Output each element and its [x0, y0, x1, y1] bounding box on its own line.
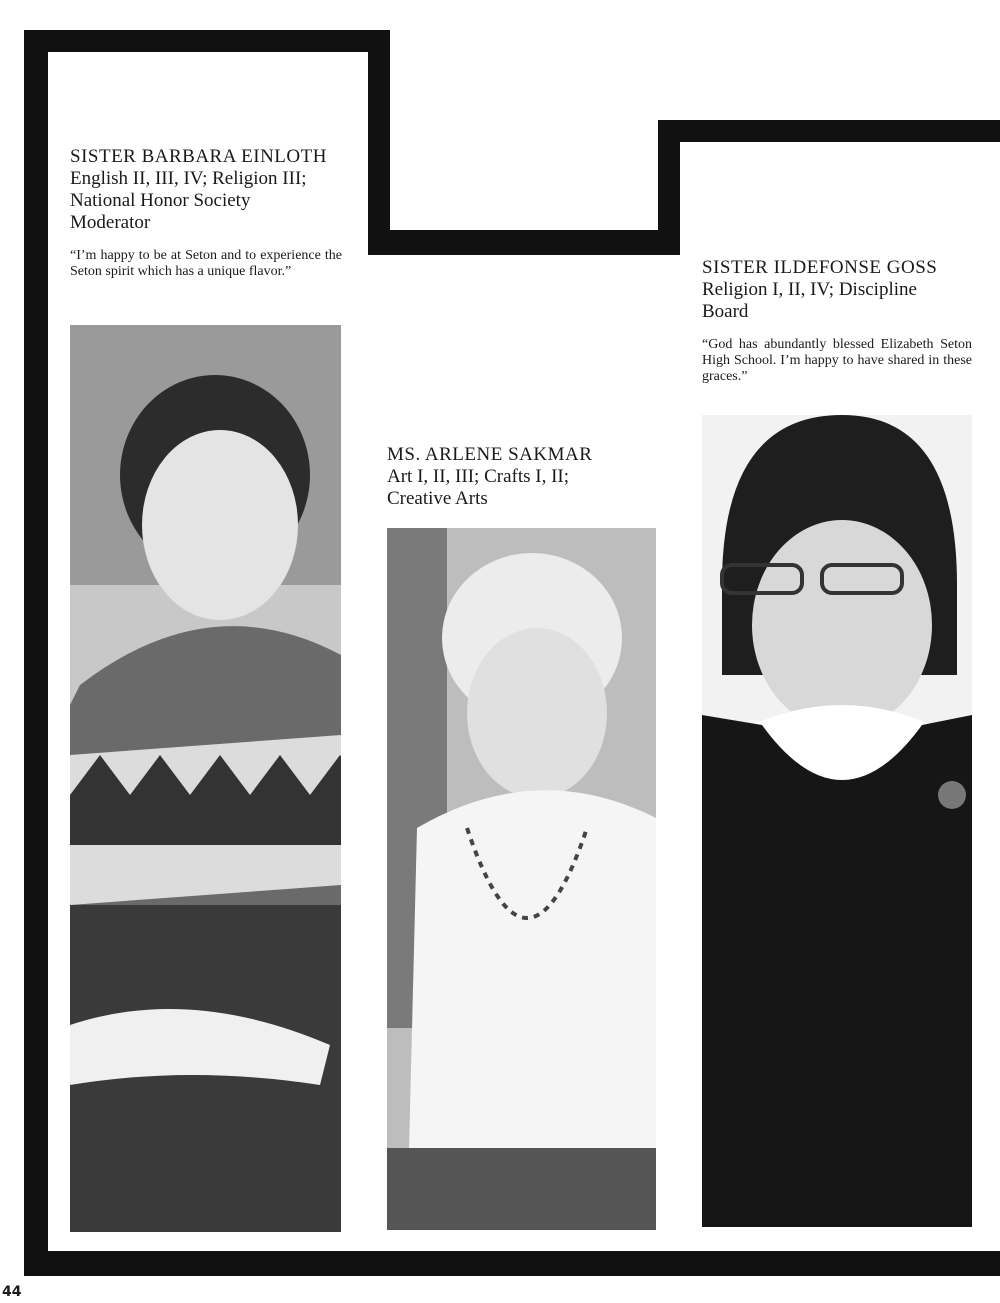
teacher-subject-line: Creative Arts: [387, 488, 488, 509]
teacher-subject-line: English II, III, IV; Religion III;: [70, 168, 307, 189]
teacher-sakmar: [387, 444, 649, 510]
teacher-name: MS. ARLENE SAKMAR: [387, 444, 593, 465]
teacher-subject-line: National Honor Society: [70, 190, 251, 211]
teacher-name: SISTER BARBARA EINLOTH: [70, 146, 327, 167]
teacher-subject-line: Religion I, II, IV; Discipline: [702, 279, 917, 300]
teacher-name: SISTER ILDEFONSE GOSS: [702, 257, 938, 278]
teacher-einloth: [70, 146, 342, 280]
portrait-photo-goss: [702, 415, 972, 1227]
portrait-photo-sakmar: [387, 528, 656, 1230]
teacher-quote: “God has abundantly blessed Elizabeth Seton High School. I’m happy to have shared in these graces.”: [702, 337, 972, 384]
teacher-subject-line: Art I, II, III; Crafts I, II;: [387, 466, 570, 487]
portrait-photo-einloth: [70, 325, 341, 1232]
teacher-goss: [702, 257, 972, 385]
teacher-subject-line: Moderator: [70, 212, 151, 233]
teacher-quote: “I’m happy to be at Seton and to experience the Seton spirit which has a unique flavor.”: [70, 248, 342, 279]
page-number: 44: [2, 1284, 22, 1300]
teacher-subject-line: Board: [702, 301, 749, 322]
